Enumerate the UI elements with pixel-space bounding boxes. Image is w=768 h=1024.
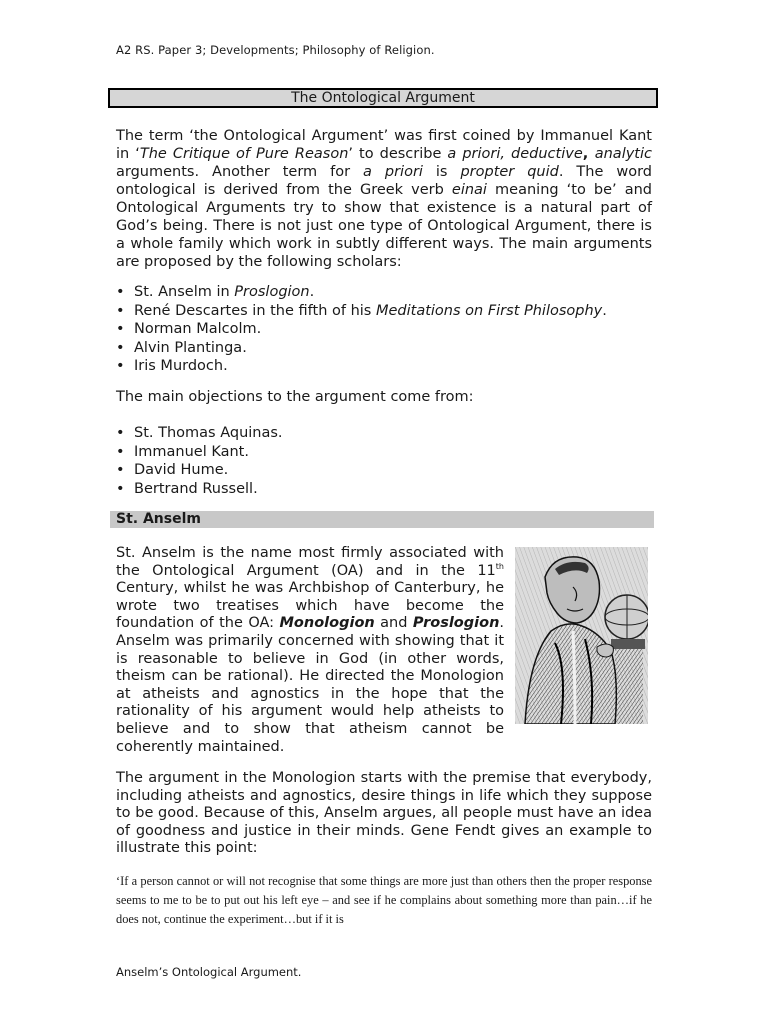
list-item: • Iris Murdoch. [116,357,607,376]
objections-intro: The main objections to the argument come from: [116,389,474,405]
list-item: • David Hume. [116,461,283,480]
fendt-quote: ‘If a person cannot or will not recognise that some things are more just than others then the proper response seems to me to be to put out his left eye – and see if he complains about something more than pain…if he does not, continue the experiment…but if it is [116,874,652,926]
list-item: • St. Thomas Aquinas. [116,424,283,443]
monologion-paragraph: The argument in the Monologion starts with the premise that everybody, including atheists and agnostics, desire things in life which they suppose to be good. Because of this, Anselm argues, all people must have an idea of goodness and justice in their minds. Gene Fendt gives an example to illustrate this point: [116,770,652,857]
list-item: • René Descartes in the fifth of his Meditations on First Philosophy. [116,302,607,321]
page-title: The Ontological Argument [108,88,658,108]
intro-paragraph: The term ‘the Ontological Argument’ was first coined by Immanuel Kant in ‘The Critique of Pure Reason’ to describe a priori, deductive, analytic arguments. Another term for a priori is propter quid. The word ontological is derived from the Greek verb einai meaning ‘to be’ and Ontological Arguments try to show that existence is a natural part of God’s being. There is not just one type of Ontological Argument, there is a whole family which work in subtly different ways. The main arguments are proposed by the following scholars: [116,128,652,270]
anselm-paragraph: St. Anselm is the name most firmly associated with the Ontological Argument (OA) and in the 11th Century, whilst he was Archbishop of Canterbury, he wrote two treatises which have become the foundation of the OA: Monologion and Proslogion. Anselm was primarily concerned with showing that it is reasonable to believe in God (in other words, theism can be rational). He directed the Monologion at atheists and agnostics in the hope that the rationality of his argument would help atheists to believe and to show that atheism cannot be coherently maintained. [116,545,505,755]
objections-list [116,424,283,498]
section-heading-anselm: St. Anselm [110,511,654,528]
scholars-list [116,283,607,376]
running-header: A2 RS. Paper 3; Developments; Philosophy of Religion. [116,43,435,57]
list-item: • St. Anselm in Proslogion. [116,283,607,302]
running-footer: Anselm’s Ontological Argument. [116,965,302,979]
list-item: • Alvin Plantinga. [116,339,607,358]
anselm-portrait-image [515,547,648,724]
portrait-engraving-icon [515,547,648,724]
list-item: • Immanuel Kant. [116,443,283,462]
list-item: • Norman Malcolm. [116,320,607,339]
list-item: • Bertrand Russell. [116,480,283,499]
